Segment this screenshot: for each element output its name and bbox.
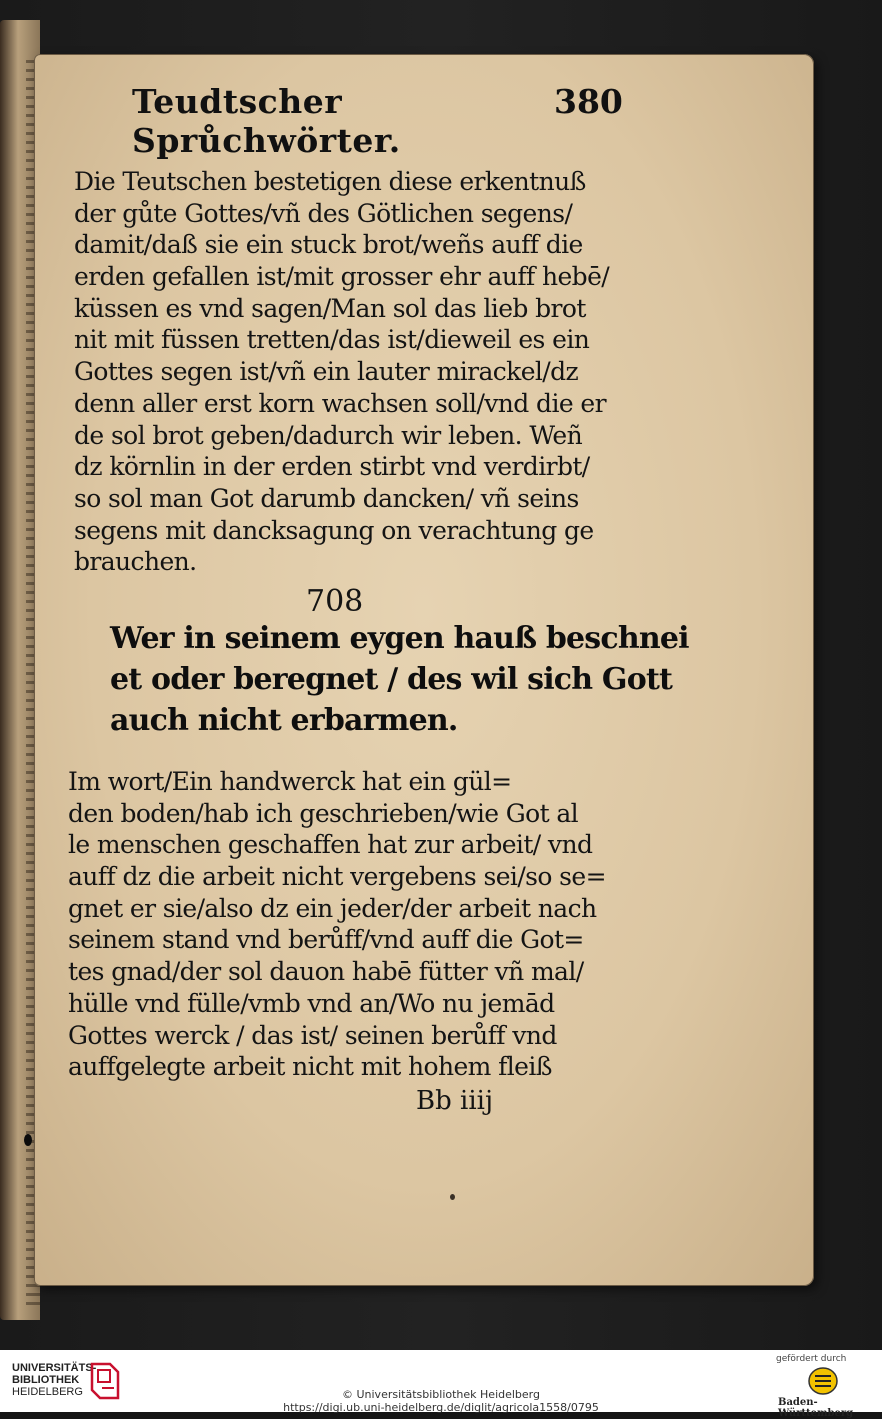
text-line: le menschen geschaffen hat zur arbeit/ vnd bbox=[68, 830, 593, 860]
text-line: Gottes werck / das ist/ seinen berůff vnd bbox=[68, 1020, 557, 1050]
text-line: denn aller erst korn wachsen soll/vnd die er bbox=[74, 388, 606, 418]
running-title: Teudtscher Sprůchwörter. bbox=[132, 82, 401, 160]
gathering-signature: Bb iiij bbox=[416, 1086, 494, 1116]
library-name-line: BIBLIOTHEK bbox=[12, 1374, 80, 1386]
text-line: damit/daß sie ein stuck brot/weñs auff die bbox=[74, 230, 583, 260]
proverb-heading bbox=[110, 618, 689, 741]
proverb-line: et oder beregnet / des wil sich Gott bbox=[110, 662, 673, 697]
text-line: so sol man Got darumb dancken/ vñ seins bbox=[74, 483, 579, 513]
copyright-notice bbox=[0, 1388, 882, 1414]
text-line: Im wort/Ein handwerck hat ein gül= bbox=[68, 767, 512, 796]
text-line: küssen es vnd sagen/Man sol das lieb brot bbox=[74, 293, 586, 323]
copyright-text: © Universitätsbibliothek Heidelberg bbox=[341, 1388, 540, 1401]
text-line: auff dz die arbeit nicht vergebens sei/so se= bbox=[68, 862, 606, 892]
commentary-paragraph-1 bbox=[74, 166, 634, 578]
library-name-line: UNIVERSITÄTS- bbox=[12, 1362, 97, 1374]
text-line: gnet er sie/also dz ein jeder/der arbeit nach bbox=[68, 893, 597, 923]
sponsor-label: gefördert durch bbox=[776, 1354, 847, 1364]
sponsor-name: Baden-Württemberg bbox=[778, 1397, 854, 1419]
text-line: hülle vnd fülle/vmb vnd an/Wo nu jemād bbox=[68, 988, 555, 1018]
text-line: de sol brot geben/dadurch wir leben. Weñ bbox=[74, 420, 583, 450]
text-line: auffgelegte arbeit nicht mit hohem fleiß bbox=[68, 1052, 552, 1082]
text-line: seinem stand vnd berůff/vnd auff die Got= bbox=[68, 925, 584, 955]
text-line: tes gnad/der sol dauon habē fütter vñ mal/ bbox=[68, 957, 584, 987]
text-line: dz körnlin in der erden stirbt vnd verdirbt/ bbox=[74, 452, 590, 482]
paper-speck bbox=[450, 1194, 455, 1200]
text-line: der gůte Gottes/vñ des Götlichen segens/ bbox=[74, 198, 573, 228]
text-line: Gottes segen ist/vñ ein lauter mirackel/dz bbox=[74, 357, 579, 387]
text-line: erden gefallen ist/mit grosser ehr auff hebē/ bbox=[74, 262, 610, 292]
text-line: brauchen. bbox=[74, 547, 197, 577]
viewer-footer bbox=[0, 1350, 882, 1419]
page-number: 380 bbox=[554, 82, 623, 121]
library-name-line: HEIDELBERG bbox=[12, 1386, 83, 1398]
text-line: Die Teutschen bestetigen diese erkentnuß bbox=[74, 167, 586, 196]
proverb-number: 708 bbox=[306, 584, 364, 619]
page-header bbox=[96, 72, 623, 160]
proverb-line: Wer in seinem eygen hauß beschnei bbox=[110, 621, 689, 656]
text-line: nit mit füssen tretten/das ist/dieweil es ein bbox=[74, 325, 590, 355]
commentary-paragraph-2 bbox=[68, 766, 628, 1083]
permalink-url[interactable]: https://digi.ub.uni-heidelberg.de/diglit/agricola1558/0795 bbox=[283, 1401, 599, 1414]
text-line: segens mit dancksagung on verachtung ge bbox=[74, 515, 594, 545]
text-line: den boden/hab ich geschrieben/wie Got al bbox=[68, 798, 579, 828]
state-coat-of-arms-icon bbox=[806, 1366, 840, 1396]
proverb-line: auch nicht erbarmen. bbox=[110, 703, 458, 738]
paper-speck bbox=[24, 1134, 32, 1146]
